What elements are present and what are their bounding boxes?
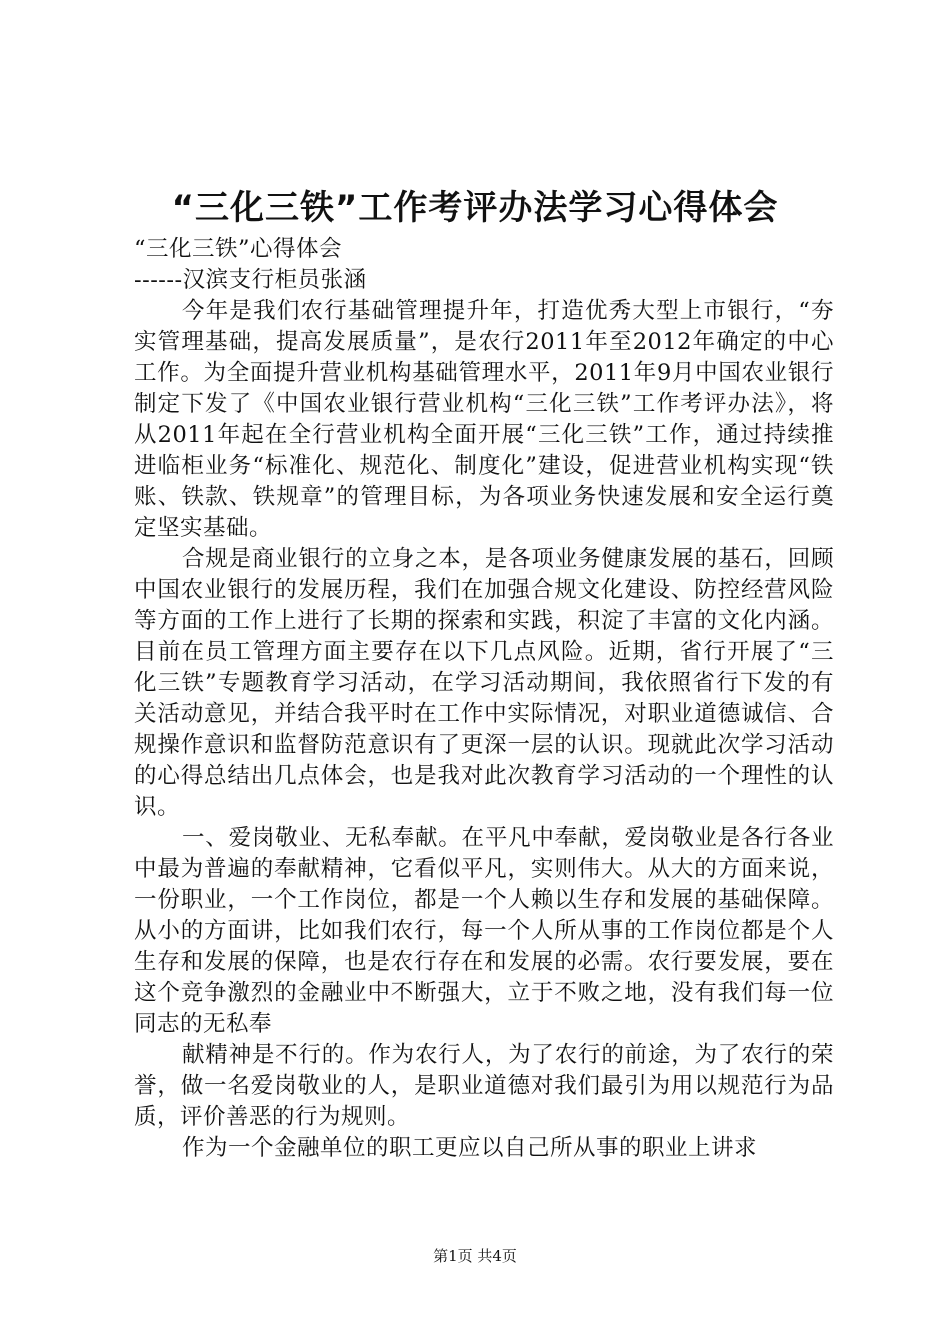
paragraph-1: 今年是我们农行基础管理提升年，打造优秀大型上市银行，“夯实管理基础，提高发展质量”，是农行2011年至2012年确定的中心工作。为全面提升营业机构基础管理水平，2011年9月中国农业银行制定下发了《中国农业银行营业机构“三化三铁”工作考评办法》，将从2011年起在全行营业机构全面开展“三化三铁”工作，通过持续推进临柜业务“标准化、规范化、制度化”建设，促进营业机构实现“铁账、铁款、铁规章”的管理目标，为各项业务快速发展和安全运行奠定坚实基础。 xyxy=(134,298,834,541)
page-number-footer: 第1页 共4页 xyxy=(433,1247,517,1265)
document-title: “三化三铁”工作考评办法学习心得体会 xyxy=(171,188,779,228)
paragraph-2: 合规是商业银行的立身之本，是各项业务健康发展的基石，回顾中国农业银行的发展历程，我们在加强合规文化建设、防控经营风险等方面的工作上进行了长期的探索和实践，积淀了丰富的文化内涵。目前在员工管理方面主要存在以下几点风险。近期，省行开展了“三化三铁”专题教育学习活动，在学习活动期间，我依照省行下发的有关活动意见，并结合我平时在工作中实际情况，对职业道德诚信、合规操作意识和监督防范意识有了更深一层的认识。现就此次学习活动的心得总结出几点体会，也是我对此次教育学习活动的一个理性的认识。 xyxy=(134,546,834,820)
author-line: ------汉滨支行柜员张涵 xyxy=(134,267,367,293)
paragraph-3: 一、爱岗敬业、无私奉献。在平凡中奉献，爱岗敬业是各行各业中最为普遍的奉献精神，它看似平凡，实则伟大。从大的方面来说，一份职业，一个工作岗位，都是一个人赖以生存和发展的基础保障。从小的方面讲，比如我们农行，每一个人所从事的工作岗位都是个人生存和发展的保障，也是农行存在和发展的必需。农行要发展，要在这个竞争激烈的金融业中不断强大，立于不败之地，没有我们每一位同志的无私奉 xyxy=(134,825,834,1037)
document-subtitle: “三化三铁”心得体会 xyxy=(134,236,343,262)
paragraph-4: 献精神是不行的。作为农行人，为了农行的前途，为了农行的荣誉，做一名爱岗敬业的人，是职业道德对我们最引为用以规范行为品质，评价善恶的行为规则。 xyxy=(134,1042,834,1130)
paragraph-5: 作为一个金融单位的职工更应以自己所从事的职业上讲求 xyxy=(182,1135,758,1161)
document-body xyxy=(134,234,834,1164)
